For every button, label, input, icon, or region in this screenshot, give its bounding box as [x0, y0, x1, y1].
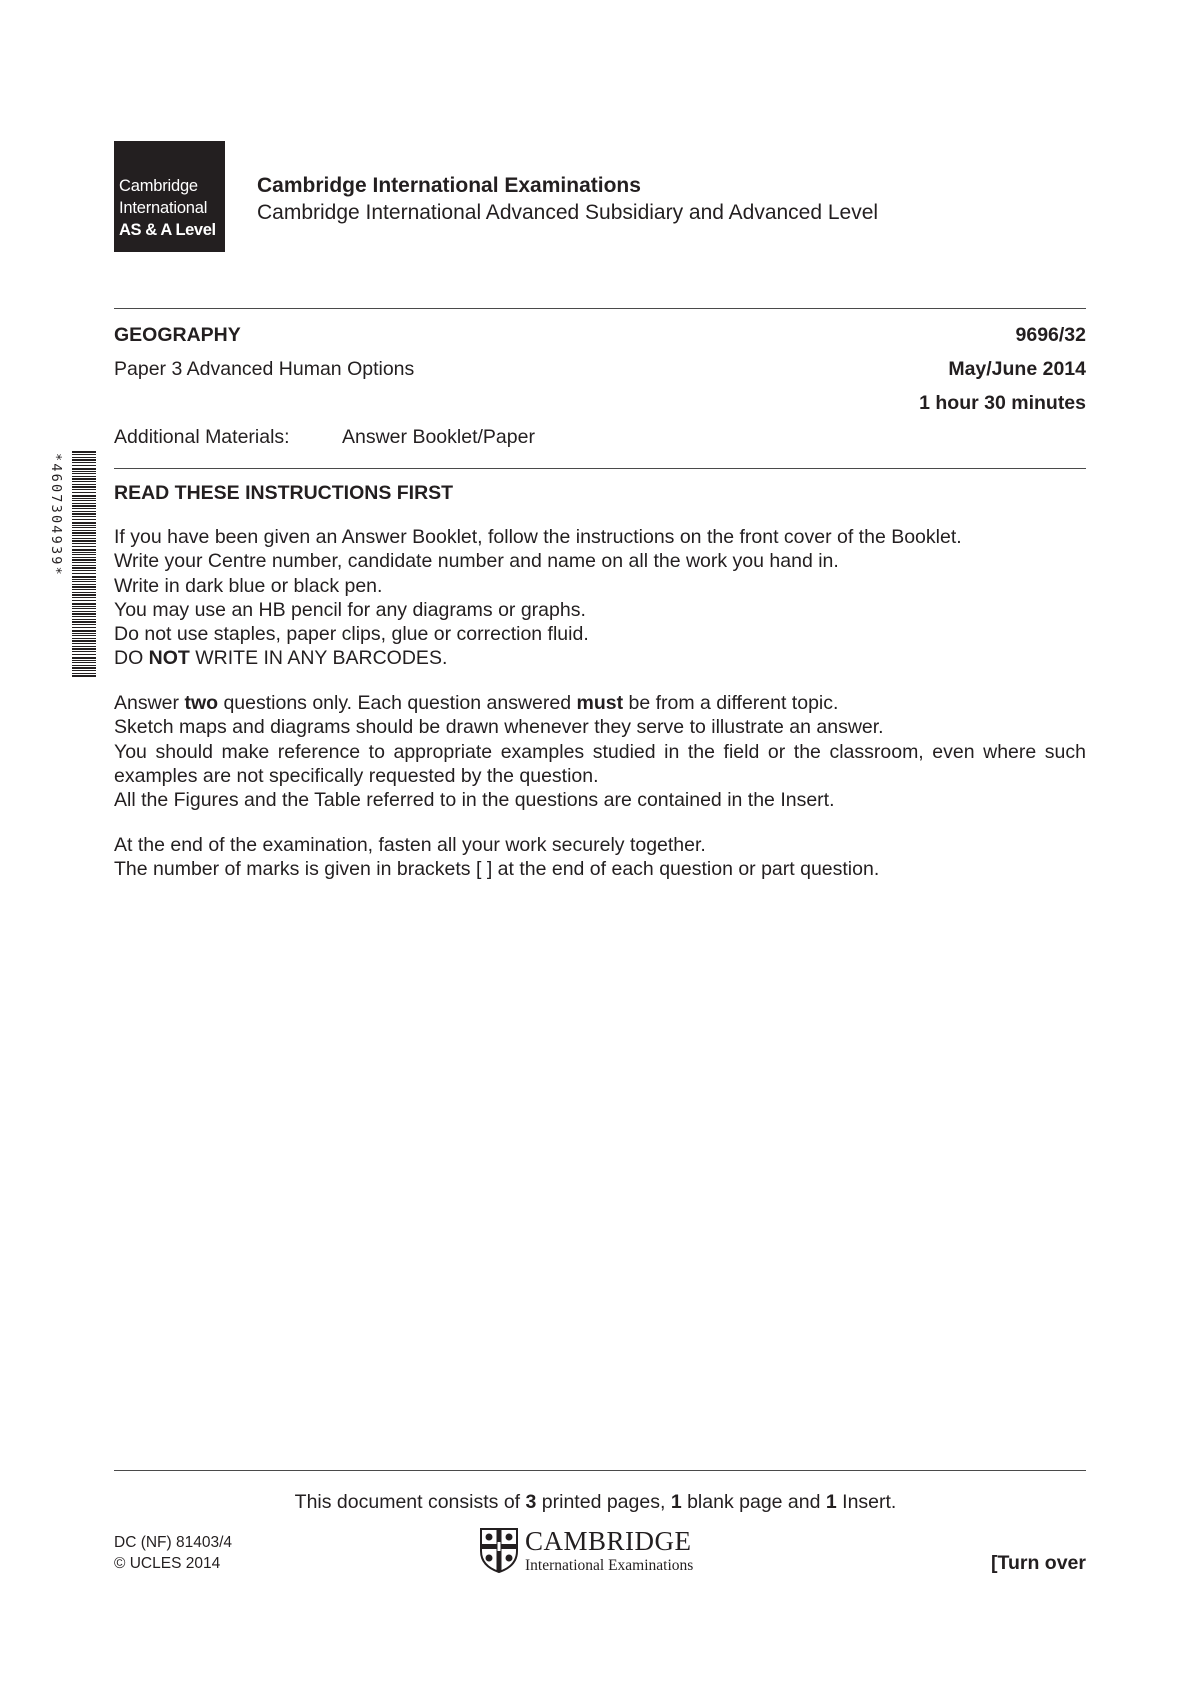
top-divider — [114, 308, 1086, 309]
barcode-bar — [72, 530, 96, 531]
barcode-bar — [72, 592, 96, 593]
instructions-block-1 — [114, 525, 1086, 671]
barcode-bar — [72, 567, 96, 569]
barcode-bar — [72, 500, 96, 501]
barcode-bar — [72, 611, 96, 612]
page-count-note — [0, 1491, 1191, 1514]
qualification-name: Cambridge International Advanced Subsidiary and Advanced Level — [257, 201, 879, 224]
barcode-bar — [72, 457, 96, 458]
barcode-bar — [72, 633, 96, 634]
barcode-bar — [72, 597, 96, 598]
barcode-bar — [72, 651, 96, 652]
barcode-bar — [72, 638, 96, 639]
barcode-bar — [72, 603, 96, 605]
barcode-bar — [72, 670, 96, 671]
barcode-bar — [72, 565, 96, 566]
barcode-bar — [72, 511, 96, 512]
text-span: Answer — [114, 692, 185, 714]
instruction-line: At the end of the examination, fasten all your work securely together. — [114, 834, 706, 856]
instructions-divider — [114, 468, 1086, 469]
cambridge-wordmark-subtitle: International Examinations — [525, 1557, 694, 1574]
barcode-number: *4607304939* — [48, 453, 64, 577]
text-span: This document consists of — [294, 1491, 526, 1513]
text-span: Insert. — [836, 1491, 897, 1513]
barcode-bar — [72, 646, 96, 647]
cambridge-wordmark: CAMBRIDGE — [525, 1526, 692, 1556]
subject-title: GEOGRAPHY — [114, 324, 241, 346]
barcode-bar — [72, 540, 96, 542]
barcode-bar — [72, 454, 96, 455]
barcode-bar — [72, 576, 96, 578]
emphasis: 1 — [670, 1491, 682, 1513]
barcode-bar — [72, 581, 96, 582]
barcode-bar — [72, 600, 96, 601]
barcode-bar — [72, 519, 96, 520]
emphasis: 3 — [525, 1491, 537, 1513]
barcode-bar — [72, 468, 96, 470]
barcode-bar — [72, 584, 96, 585]
instruction-line: The number of marks is given in brackets [ ] at the end of each question or part question. — [114, 858, 880, 881]
barcode-bar — [72, 648, 96, 650]
barcode-bar — [72, 608, 96, 609]
footer-divider — [114, 1470, 1086, 1471]
barcode-bar — [72, 559, 96, 561]
barcode-bar — [72, 522, 96, 524]
barcode-bar — [72, 513, 96, 515]
barcode-bar — [72, 613, 96, 615]
barcode-bar — [72, 484, 96, 485]
barcode-bar — [72, 627, 96, 628]
cambridge-crest-icon — [479, 1527, 519, 1573]
instruction-line: You should make reference to appropriate examples studied in the field or the classroom, even where such examples are not specifically requested by the question. — [114, 740, 1086, 787]
barcode-bar — [72, 619, 96, 620]
instruction-line: You may use an HB pencil for any diagrams or graphs. — [114, 598, 586, 621]
barcode-bar — [72, 635, 96, 636]
barcode-bar — [72, 554, 96, 555]
text-span: printed pages, — [536, 1491, 671, 1513]
logo-line-1: Cambridge — [119, 177, 198, 195]
emphasis: NOT — [148, 647, 190, 670]
text-span: be from a different topic. — [623, 692, 839, 714]
logo-line-2: International — [119, 199, 208, 217]
instruction-line: Write your Centre number, candidate number and name on all the work you hand in. — [114, 550, 839, 573]
barcode-bar — [72, 621, 96, 623]
paper-title: Paper 3 Advanced Human Options — [114, 358, 415, 380]
text-span: blank page and — [681, 1491, 826, 1513]
barcode-bar — [72, 459, 96, 461]
barcode-bar — [72, 476, 96, 477]
barcode-bar — [72, 594, 96, 596]
text-span: questions only. Each question answered — [218, 692, 577, 714]
barcode-bar — [72, 532, 96, 534]
barcode-bar — [72, 516, 96, 517]
paper-code: 9696/32 — [1015, 324, 1086, 346]
exam-session: May/June 2014 — [948, 358, 1086, 380]
barcode-bar — [72, 495, 96, 497]
barcode-bar — [72, 657, 96, 659]
barcode-bar — [72, 543, 96, 544]
barcode-bar — [72, 616, 96, 617]
turn-over-note: [Turn over — [991, 1552, 1086, 1574]
copyright-notice: © UCLES 2014 — [114, 1555, 221, 1572]
barcode-bar — [72, 498, 96, 499]
exam-board-name: Cambridge International Examinations — [257, 174, 641, 197]
barcode-bar — [72, 549, 96, 551]
barcode-bar — [72, 667, 96, 669]
instructions-block-2 — [114, 691, 1086, 812]
text-span: DO — [114, 647, 149, 670]
barcode-bar — [72, 492, 96, 493]
barcode-bar — [72, 624, 96, 625]
logo-line-3: AS & A Level — [119, 221, 216, 239]
barcode-bar — [72, 675, 96, 677]
cambridge-as-a-level-logo — [114, 141, 225, 252]
barcode-bar — [72, 535, 96, 536]
barcode-bar — [72, 630, 96, 632]
barcode-bar — [72, 546, 96, 547]
barcode-bar — [72, 451, 96, 453]
instructions-block-3 — [114, 833, 1086, 882]
barcode-bar — [72, 508, 96, 509]
barcode-bar — [72, 505, 96, 507]
barcode-bar — [72, 478, 96, 480]
barcode-bar — [72, 589, 96, 590]
barcode-bar — [72, 538, 96, 539]
barcode-bar — [72, 573, 96, 574]
barcode-bar — [72, 471, 96, 472]
emphasis: 1 — [825, 1491, 837, 1513]
barcode-bars — [72, 451, 96, 677]
barcode-bar — [72, 662, 96, 663]
barcode-bar — [72, 640, 96, 642]
instruction-line: Write in dark blue or black pen. — [114, 574, 383, 597]
instruction-line — [114, 646, 1086, 670]
instruction-line: If you have been given an Answer Booklet, follow the instructions on the front cover of the Booklet. — [114, 526, 962, 548]
exam-duration: 1 hour 30 minutes — [919, 392, 1086, 414]
barcode-bar — [72, 654, 96, 655]
candidate-barcode — [50, 451, 98, 679]
barcode-bar — [72, 465, 96, 466]
barcode-bar — [72, 562, 96, 563]
barcode-bar — [72, 586, 96, 588]
barcode-bar — [72, 527, 96, 528]
instruction-line: Do not use staples, paper clips, glue or correction fluid. — [114, 623, 589, 646]
barcode-bar — [72, 503, 96, 504]
instructions-heading: READ THESE INSTRUCTIONS FIRST — [114, 482, 454, 504]
barcode-bar — [72, 473, 96, 474]
materials-label: Additional Materials: — [114, 426, 290, 448]
barcode-bar — [72, 570, 96, 571]
barcode-bar — [72, 481, 96, 482]
barcode-bar — [72, 579, 96, 580]
emphasis: two — [184, 692, 219, 714]
text-span: WRITE IN ANY BARCODES. — [189, 647, 448, 670]
barcode-bar — [72, 665, 96, 666]
barcode-bar — [72, 525, 96, 526]
barcode-bar — [72, 606, 96, 607]
barcode-bar — [72, 660, 96, 661]
document-reference: DC (NF) 81403/4 — [114, 1534, 233, 1551]
materials-value: Answer Booklet/Paper — [342, 426, 535, 448]
barcode-bar — [72, 462, 96, 463]
barcode-bar — [72, 643, 96, 644]
emphasis: must — [576, 692, 624, 714]
instruction-line — [114, 691, 1086, 715]
barcode-bar — [72, 673, 96, 674]
instruction-line: All the Figures and the Table referred to in the questions are contained in the Insert. — [114, 789, 835, 812]
barcode-bar — [72, 489, 96, 490]
barcode-bar — [72, 486, 96, 488]
instruction-line: Sketch maps and diagrams should be drawn whenever they serve to illustrate an answer. — [114, 716, 884, 739]
barcode-bar — [72, 552, 96, 553]
barcode-bar — [72, 557, 96, 558]
